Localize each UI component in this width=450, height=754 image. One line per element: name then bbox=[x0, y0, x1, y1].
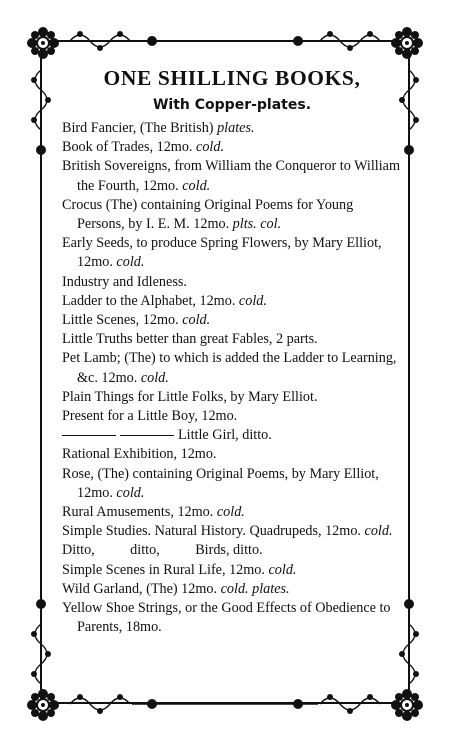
entry-text: Plain Things for Little Folks, by Mary Elliot. bbox=[62, 388, 318, 405]
list-item bbox=[62, 311, 402, 330]
list-item bbox=[62, 157, 402, 195]
entry-text: Bird Fancier, (The British) bbox=[62, 120, 218, 136]
entry-text: Crocus (The) containing Original Poems for Young Persons, by I. E. M. 12mo. bbox=[62, 196, 357, 233]
entry-note: cold. bbox=[238, 292, 267, 309]
list-item bbox=[62, 561, 402, 580]
entry-note: cold. bbox=[268, 561, 297, 578]
list-item bbox=[62, 273, 402, 292]
list-item bbox=[62, 292, 402, 311]
entry-note: cold. bbox=[116, 254, 145, 271]
list-item bbox=[62, 407, 402, 426]
corner-flower-icon bbox=[390, 26, 424, 60]
entry-text: Book of Trades, 12mo. bbox=[62, 139, 197, 156]
list-item bbox=[62, 599, 402, 637]
entry-text: Simple Scenes in Rural Life, 12mo. bbox=[62, 561, 269, 578]
book-list bbox=[62, 119, 402, 637]
list-item bbox=[62, 330, 402, 349]
page-title: ONE SHILLING BOOKS, bbox=[103, 66, 361, 90]
entry-note: cold. bbox=[140, 369, 169, 386]
list-item bbox=[62, 426, 402, 445]
entry-note: cold. bbox=[116, 484, 145, 501]
list-item bbox=[62, 541, 402, 560]
entry-note: cold. bbox=[216, 504, 245, 521]
entry-text: Early Seeds, to produce Spring Flowers, by Mary Elliot, 12mo. bbox=[62, 235, 386, 271]
entry-text: Rose, (The) containing Original Poems, by Mary Elliot, 12mo. bbox=[62, 465, 383, 501]
list-item bbox=[62, 138, 402, 157]
list-item bbox=[62, 445, 402, 464]
ditto-dash bbox=[62, 435, 116, 436]
ditto-dash bbox=[120, 435, 174, 436]
list-item bbox=[62, 234, 402, 272]
corner-flower-icon bbox=[26, 688, 60, 722]
list-item bbox=[62, 503, 402, 522]
entry-note: cold. bbox=[196, 139, 224, 156]
corner-flower-icon bbox=[390, 688, 424, 722]
list-item bbox=[62, 580, 402, 599]
left-vine-ornament bbox=[28, 66, 54, 688]
list-item bbox=[62, 522, 402, 541]
entry-text: Present for a Little Boy, 12mo. bbox=[62, 408, 238, 425]
entry-text: Little Truths better than great Fables, 2 parts. bbox=[62, 331, 318, 348]
entry-text: Little Scenes, 12mo. bbox=[62, 312, 183, 329]
entry-note: cold. bbox=[364, 523, 393, 540]
entry-text: Wild Garland, (The) 12mo. bbox=[62, 580, 221, 597]
corner-flower-icon bbox=[26, 26, 60, 60]
entry-note: plts. col. bbox=[232, 216, 282, 233]
book-list-content bbox=[62, 66, 402, 637]
page-subtitle: With Copper-plates. bbox=[152, 97, 312, 113]
entry-note: plates. bbox=[217, 120, 255, 136]
entry-text: Yellow Shoe Strings, or the Good Effects of Obedience to Parents, 18mo. bbox=[62, 600, 395, 636]
list-item bbox=[62, 196, 402, 234]
entry-text: Rural Amusements, 12mo. bbox=[62, 504, 217, 521]
entry-text: Ditto, ditto, Birds, ditto. bbox=[62, 542, 263, 559]
entry-text: Little Girl, ditto. bbox=[178, 427, 272, 444]
entry-text: Pet Lamb; (The) to which is added the Ladder to Learning, &c. 12mo. bbox=[62, 350, 401, 386]
bottom-vine-ornament bbox=[66, 691, 384, 717]
list-item bbox=[62, 465, 402, 503]
list-item bbox=[62, 349, 402, 387]
entry-text: Rational Exhibition, 12mo. bbox=[62, 446, 217, 463]
entry-text: British Sovereigns, from William the Conqueror to William the Fourth, 12mo. bbox=[62, 158, 404, 194]
list-item bbox=[62, 388, 402, 407]
entry-text: Simple Studies. Natural History. Quadrupeds, 12mo. bbox=[62, 523, 365, 540]
entry-text: Ladder to the Alphabet, 12mo. bbox=[62, 292, 239, 309]
entry-note: cold. bbox=[182, 177, 211, 194]
entry-note: cold. bbox=[182, 312, 211, 329]
list-item bbox=[62, 119, 402, 138]
entry-text: Industry and Idleness. bbox=[62, 273, 187, 290]
top-vine-ornament bbox=[66, 28, 384, 54]
entry-note: cold. plates. bbox=[220, 580, 290, 597]
